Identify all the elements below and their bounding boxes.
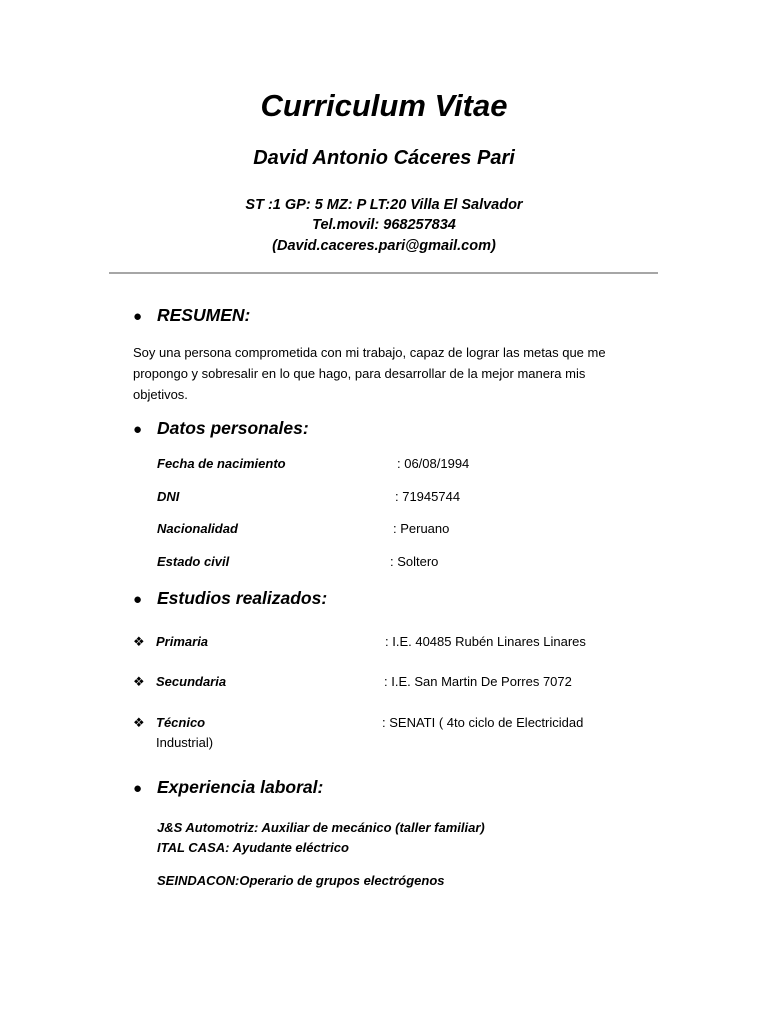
estudios-label: Técnico (156, 715, 206, 730)
datos-label: Fecha de nacimiento (157, 456, 286, 471)
experiencia-item: SEINDACON:Operario de grupos electrógenos (157, 873, 445, 888)
phone-line: Tel.movil: 968257834 (312, 217, 456, 233)
experiencia-item: ITAL CASA: Ayudante eléctrico (157, 840, 349, 855)
section-title: Experiencia laboral: (157, 777, 324, 797)
candidate-name: David Antonio Cáceres Pari (253, 147, 515, 169)
experiencia-item: J&S Automotriz: Auxiliar de mecánico (taller familiar) (157, 820, 485, 835)
section-title: Datos personales: (157, 418, 309, 438)
section-title: Estudios realizados: (157, 588, 328, 608)
estudios-value: : I.E. 40485 Rubén Linares Linares (385, 634, 586, 649)
datos-value: : Soltero (390, 554, 439, 569)
diamond-bullet-icon: ❖ (133, 634, 145, 649)
section-title: RESUMEN: (157, 305, 251, 325)
resumen-line: Soy una persona comprometida con mi trabajo, capaz de lograr las metas que me (133, 345, 606, 360)
estudios-value: : I.E. San Martin De Porres 7072 (384, 674, 572, 689)
bullet-icon: ● (133, 421, 143, 438)
estudios-label: Secundaria (156, 674, 227, 689)
estudios-value: : SENATI ( 4to ciclo de Electricidad (382, 715, 584, 730)
resumen-line: objetivos. (133, 387, 188, 402)
datos-value: : 06/08/1994 (397, 456, 470, 471)
document-title: Curriculum Vitae (260, 88, 508, 123)
section-datos-heading (133, 418, 309, 439)
header-divider (109, 272, 658, 274)
estudios-value-continuation: Industrial) (156, 735, 214, 750)
address-line: ST :1 GP: 5 MZ: P LT:20 Villa El Salvador (245, 197, 523, 213)
bullet-icon: ● (133, 780, 143, 797)
section-estudios-heading (133, 588, 327, 609)
bullet-icon: ● (133, 591, 143, 608)
datos-value: : 71945744 (395, 489, 461, 504)
section-resumen-heading (133, 305, 250, 326)
email-line: (David.caceres.pari@gmail.com) (272, 238, 496, 254)
estudios-label: Primaria (156, 634, 209, 649)
datos-label: Estado civil (157, 554, 230, 569)
datos-label: DNI (157, 489, 180, 504)
resumen-paragraph (133, 342, 673, 405)
datos-label: Nacionalidad (157, 521, 238, 536)
bullet-icon: ● (133, 308, 143, 325)
diamond-bullet-icon: ❖ (133, 674, 145, 689)
section-experiencia-heading (133, 777, 323, 798)
datos-value: : Peruano (393, 521, 450, 536)
diamond-bullet-icon: ❖ (133, 715, 145, 730)
resumen-line: propongo y sobresalir en lo que hago, para desarrollar de la mejor manera mis (133, 366, 586, 381)
